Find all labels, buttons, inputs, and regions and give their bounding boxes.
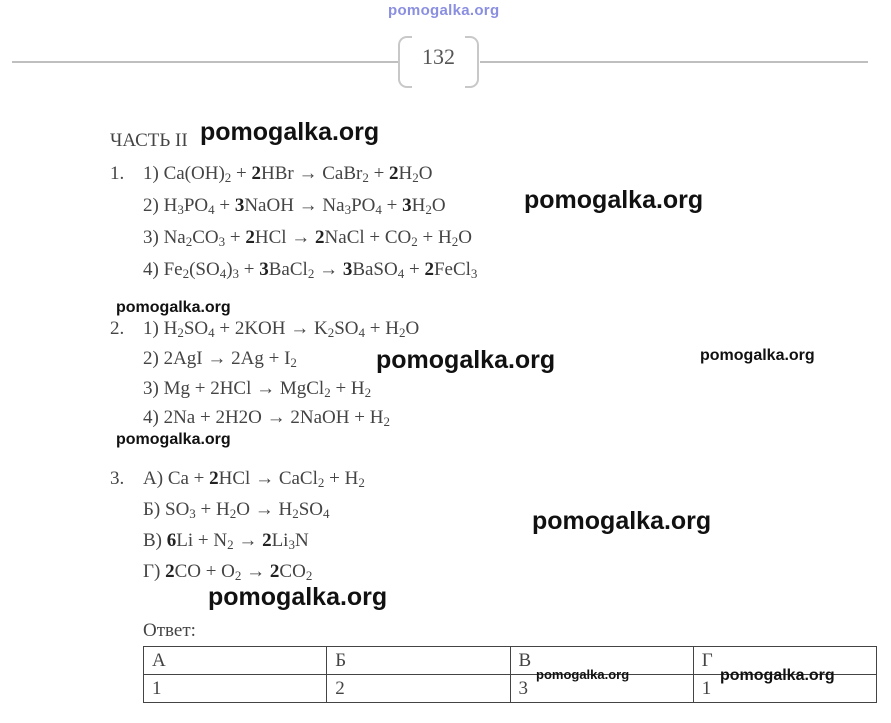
header-rule-right bbox=[480, 61, 868, 63]
equation-label: 4) bbox=[143, 407, 159, 428]
equation-line bbox=[143, 378, 371, 400]
watermark: pomogalka.org bbox=[524, 186, 704, 214]
watermark: pomogalka.org bbox=[532, 507, 712, 535]
watermark: pomogalka.org bbox=[208, 583, 388, 611]
answer-header-cell: Б bbox=[327, 647, 510, 675]
section-title: ЧАСТЬ II bbox=[110, 130, 188, 151]
watermark: pomogalka.org bbox=[376, 346, 556, 374]
equation-line bbox=[143, 468, 365, 490]
equation-line bbox=[143, 227, 472, 249]
equation-formula: $H_3PO_4$ + 3NaOH → $Na_3PO_4 + 3H_2O$ bbox=[163, 195, 446, 217]
answer-header-cell: А bbox=[144, 647, 327, 675]
equation-formula: $H_2SO_4 + 2KOH \to K_2SO_4 + H_2O$ bbox=[163, 318, 420, 340]
answer-value-cell: 1 bbox=[144, 675, 327, 703]
equation-label: 2) bbox=[143, 348, 159, 369]
site-header-link[interactable]: pomogalka.org bbox=[388, 2, 500, 19]
equation-label: В) bbox=[143, 530, 162, 551]
answer-label: Ответ: bbox=[143, 620, 196, 641]
equation-formula: $2AgI \to 2Ag + I_2$ bbox=[163, 348, 297, 370]
equation-line bbox=[143, 407, 390, 429]
answer-header-cell: В bbox=[510, 647, 693, 675]
watermark: pomogalka.org bbox=[700, 347, 815, 364]
equation-label: Б) bbox=[143, 499, 161, 520]
equation-label: 4) bbox=[143, 259, 159, 280]
equation-line bbox=[143, 499, 329, 521]
answer-header-cell: Г bbox=[693, 647, 876, 675]
equation-label: 3) bbox=[143, 378, 159, 399]
equation-line bbox=[143, 530, 309, 552]
watermark: pomogalka.org bbox=[720, 667, 835, 684]
equation-formula: $2CO + O_2 \to 2CO_2$ bbox=[165, 561, 313, 583]
header-rule-left bbox=[12, 61, 400, 63]
answer-value-cell: 3 bbox=[510, 675, 693, 703]
answer-value-cell: 2 bbox=[327, 675, 510, 703]
equation-formula: $Fe_2(SO_4)_3$ + 3BaCl$_2$ → 3BaSO$_4$ + 2FeCl$_3$ bbox=[163, 259, 478, 281]
equation-line bbox=[143, 348, 297, 370]
equation-formula: $6Li + N_2 \to 2Li_3N$ bbox=[166, 530, 309, 552]
task-number: 2. bbox=[110, 318, 125, 339]
equation-label: 1) bbox=[143, 318, 159, 339]
watermark: pomogalka.org bbox=[116, 431, 231, 448]
equation-formula: Ca + 2HCl → CaCl$_2$ + $H_2$ bbox=[167, 468, 365, 490]
equation-line bbox=[143, 195, 446, 217]
equation-formula: $SO_3 + H_2O \to H_2SO_4$ bbox=[165, 499, 330, 521]
equation-label: 1) bbox=[143, 163, 159, 184]
equation-label: 2) bbox=[143, 195, 159, 216]
page-number-bracket-left bbox=[398, 36, 412, 88]
watermark: pomogalka.org bbox=[536, 667, 630, 682]
equation-label: Г) bbox=[143, 561, 161, 582]
task-number: 3. bbox=[110, 468, 125, 489]
equation-line bbox=[143, 163, 433, 185]
equation-formula: Mg + 2HCl → MgCl$_2$ + $H_2$ bbox=[163, 378, 372, 400]
answer-value-cell: 1 bbox=[693, 675, 876, 703]
page-number: 132 bbox=[422, 44, 455, 69]
equation-label: А) bbox=[143, 468, 164, 489]
equation-formula: $Na_2CO_3 + 2HCl$ → 2NaCl + $CO_2 + H_2O$ bbox=[163, 227, 472, 249]
equation-label: 3) bbox=[143, 227, 159, 248]
page-number-bracket-right bbox=[465, 36, 479, 88]
watermark: pomogalka.org bbox=[116, 299, 231, 316]
equation-line bbox=[143, 561, 312, 583]
equation-formula: 2Na + 2H2O → 2NaOH + $H_2$ bbox=[163, 407, 390, 429]
watermark: pomogalka.org bbox=[200, 118, 380, 146]
task-number: 1. bbox=[110, 163, 125, 184]
equation-formula: $Ca(OH)_2 + 2HBr$ → CaBr$_2$ + $2H_2O$ bbox=[163, 163, 433, 185]
equation-line bbox=[143, 259, 477, 281]
equation-line bbox=[143, 318, 419, 340]
